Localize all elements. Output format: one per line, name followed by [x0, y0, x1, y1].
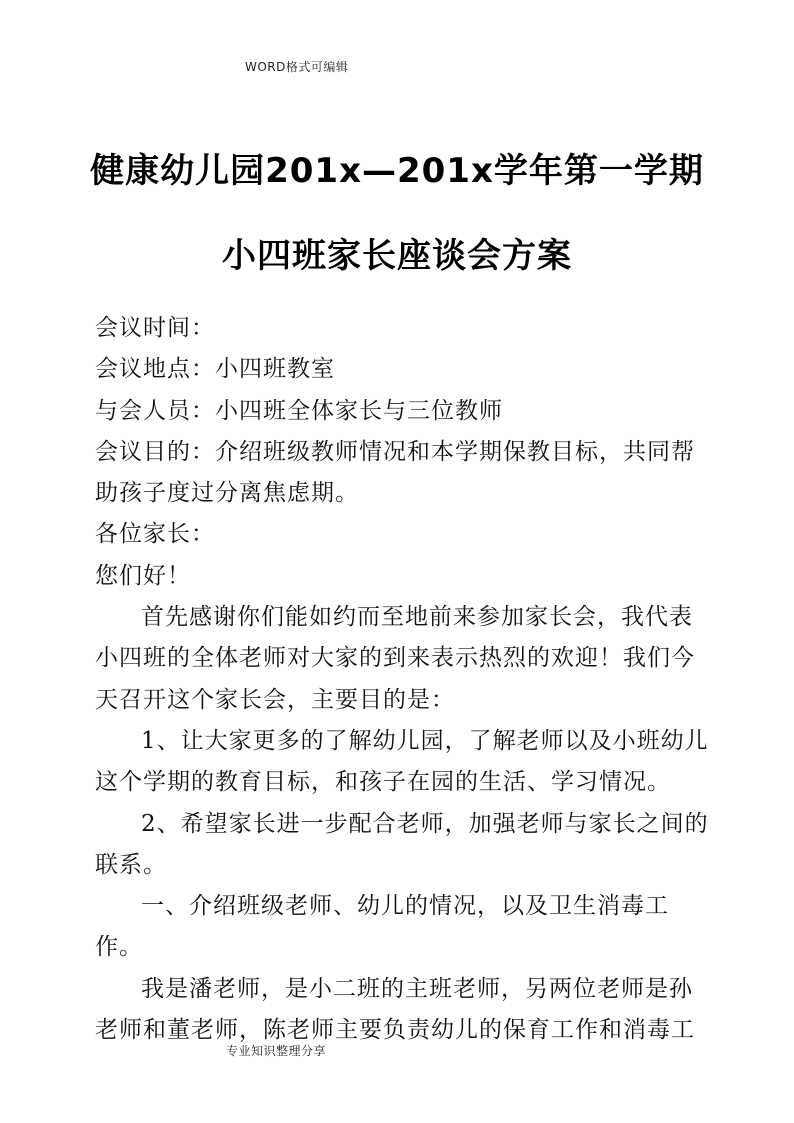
paragraph-goal-1: 1、让大家更多的了解幼儿园，了解老师以及小班幼儿这个学期的教育目标，和孩子在园的生活、学习情况。 [95, 727, 709, 796]
footer-note: 专业知识整理分享 [226, 1044, 327, 1058]
document-title-line-2: 小四班家长座谈会方案 [222, 236, 572, 276]
document-title-line-1: 健康幼儿园201x—201x学年第一学期 [90, 151, 704, 191]
meeting-place: 会议地点：小四班教室 [95, 356, 335, 383]
meeting-purpose: 会议目的：介绍班级教师情况和本学期保教目标，共同帮助孩子度过分离焦虑期。 [95, 438, 695, 507]
section-heading-1: 一、介绍班级老师、幼儿的情况，以及卫生消毒工作。 [95, 893, 669, 961]
greeting-hello: 您们好！ [95, 562, 191, 589]
paragraph-teachers: 我是潘老师，是小二班的主班老师，另两位老师是孙老师和董老师，陈老师主要负责幼儿的保育工作和消毒工 [95, 975, 695, 1044]
meeting-time: 会议时间： [95, 315, 215, 341]
header-note: WORD格式可编辑 [245, 60, 349, 74]
document-body [95, 308, 715, 1051]
paragraph-goal-2: 2、希望家长进一步配合老师，加强老师与家长之间的联系。 [95, 810, 709, 878]
paragraph-intro: 首先感谢你们能如约而至地前来参加家长会，我代表小四班的全体老师对大家的到来表示热烈的欢迎！我们今天召开这个家长会，主要目的是： [95, 604, 695, 713]
salutation: 各位家长： [95, 521, 215, 548]
meeting-attendees: 与会人员：小四班全体家长与三位教师 [95, 397, 503, 424]
